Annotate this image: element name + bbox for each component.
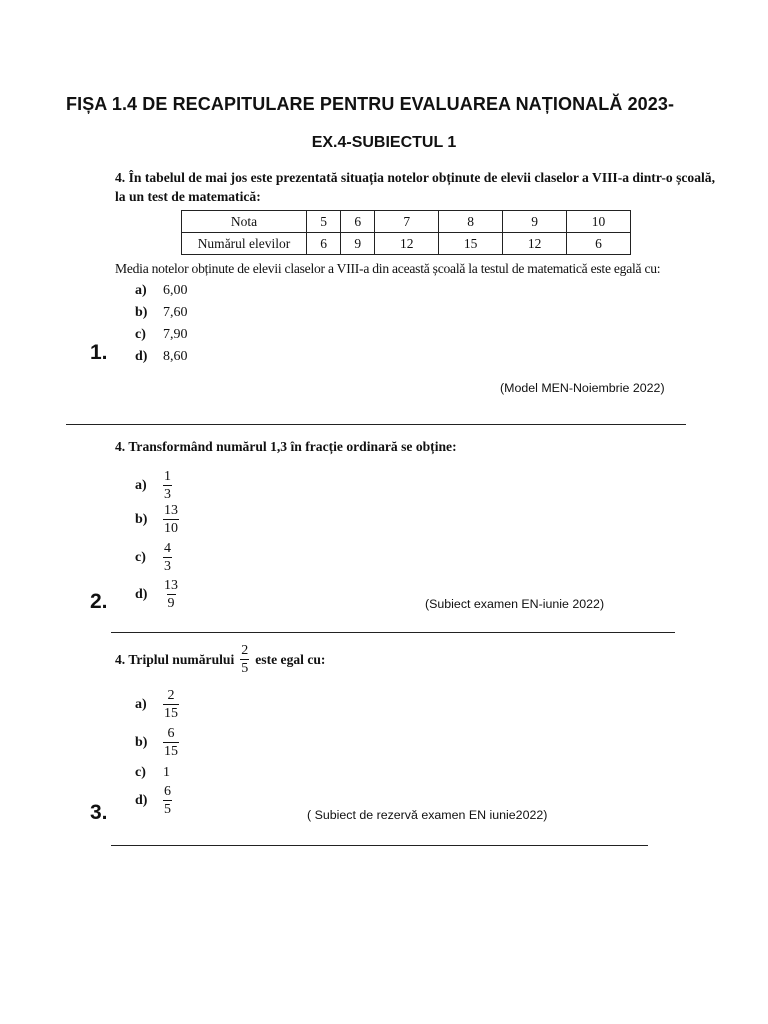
table-cell: 8 bbox=[439, 211, 503, 233]
fraction bbox=[163, 541, 172, 574]
fraction-denominator: 3 bbox=[164, 559, 171, 574]
ex3-statement bbox=[115, 643, 325, 676]
table-cell: 9 bbox=[503, 211, 567, 233]
ex1-option-c bbox=[135, 327, 188, 343]
option-label: a) bbox=[135, 283, 147, 298]
option-value: 6,00 bbox=[163, 283, 188, 298]
option-label: d) bbox=[135, 349, 148, 364]
exercise-number-1: 1. bbox=[90, 341, 108, 364]
separator-line bbox=[111, 845, 648, 846]
table-cell: 9 bbox=[341, 233, 375, 255]
fraction-denominator: 5 bbox=[164, 802, 171, 817]
fraction bbox=[240, 643, 249, 676]
fraction bbox=[163, 688, 179, 721]
table-header-cell: Numărul elevilor bbox=[182, 233, 307, 255]
exercise-number-3: 3. bbox=[90, 801, 108, 824]
option-label: c) bbox=[135, 549, 146, 565]
separator-line bbox=[66, 424, 686, 425]
ex1-option-a bbox=[135, 283, 188, 299]
option-value: 1 bbox=[163, 765, 170, 780]
fraction-numerator: 6 bbox=[167, 726, 175, 741]
option-label: d) bbox=[135, 792, 148, 808]
ex1-option-d bbox=[135, 349, 188, 365]
table-cell: 7 bbox=[375, 211, 439, 233]
ex2-statement: 4. Transformând numărul 1,3 în fracție ordinară se obține: bbox=[115, 439, 457, 454]
page-title: FIȘA 1.4 DE RECAPITULARE PENTRU EVALUAREA NAȚIONALĂ 2023- bbox=[66, 94, 675, 114]
table-cell: 6 bbox=[341, 211, 375, 233]
page-subtitle: EX.4-SUBIECTUL 1 bbox=[311, 134, 457, 151]
table-cell: 10 bbox=[567, 211, 631, 233]
exercise-number-2: 2. bbox=[90, 590, 108, 613]
ex1-source: (Model MEN-Noiembrie 2022) bbox=[500, 381, 665, 395]
ex1-statement-line2: la un test de matematică: bbox=[115, 189, 261, 204]
ex2-option-c bbox=[135, 541, 172, 574]
option-value: 7,90 bbox=[163, 327, 188, 342]
fraction bbox=[163, 578, 179, 611]
fraction-numerator: 2 bbox=[241, 643, 249, 658]
fraction-denominator: 3 bbox=[164, 487, 171, 502]
fraction-denominator: 10 bbox=[164, 521, 178, 536]
ex1-statement-line1: 4. În tabelul de mai jos este prezentată situația notelor obținute de elevii claselor a VIII-a dintr-o școală, bbox=[115, 170, 715, 185]
option-label: b) bbox=[135, 511, 148, 527]
fraction-numerator: 13 bbox=[164, 578, 178, 593]
ex2-option-a bbox=[135, 469, 172, 502]
table-cell: 12 bbox=[503, 233, 567, 255]
ex3-option-b bbox=[135, 726, 179, 759]
ex2-option-d bbox=[135, 578, 179, 611]
fraction-numerator: 6 bbox=[164, 784, 171, 799]
option-value: 7,60 bbox=[163, 305, 188, 320]
option-label: b) bbox=[135, 734, 148, 750]
option-label: c) bbox=[135, 327, 146, 342]
option-label: c) bbox=[135, 765, 146, 780]
fraction bbox=[163, 784, 172, 817]
table-row-students bbox=[182, 233, 631, 255]
ex2-source: (Subiect examen EN-iunie 2022) bbox=[425, 597, 605, 611]
option-label: a) bbox=[135, 477, 147, 493]
ex3-statement-before: 4. Triplul numărului bbox=[115, 652, 235, 667]
ex3-option-c bbox=[135, 765, 170, 781]
fraction-numerator: 1 bbox=[164, 469, 171, 484]
fraction bbox=[163, 469, 172, 502]
fraction bbox=[163, 503, 179, 536]
separator-line bbox=[111, 632, 675, 633]
table-cell: 12 bbox=[375, 233, 439, 255]
fraction-numerator: 4 bbox=[164, 541, 171, 556]
option-label: a) bbox=[135, 696, 147, 712]
ex3-option-d bbox=[135, 784, 172, 817]
fraction bbox=[163, 726, 179, 759]
fraction-denominator: 15 bbox=[164, 744, 178, 759]
table-cell: 6 bbox=[567, 233, 631, 255]
ex3-source: ( Subiect de rezervă examen EN iunie2022) bbox=[307, 808, 548, 822]
fraction-denominator: 9 bbox=[167, 596, 175, 611]
option-value: 8,60 bbox=[163, 349, 188, 364]
ex1-statement bbox=[115, 168, 715, 206]
ex3-option-a bbox=[135, 688, 179, 721]
option-label: b) bbox=[135, 305, 148, 320]
grades-table bbox=[181, 210, 631, 255]
fraction-numerator: 13 bbox=[164, 503, 178, 518]
ex3-statement-after: este egal cu: bbox=[255, 652, 326, 667]
table-header-cell: Nota bbox=[182, 211, 307, 233]
option-label: d) bbox=[135, 586, 148, 602]
table-cell: 6 bbox=[307, 233, 341, 255]
ex2-option-b bbox=[135, 503, 179, 536]
fraction-denominator: 15 bbox=[164, 706, 178, 721]
table-row-grade bbox=[182, 211, 631, 233]
table-cell: 5 bbox=[307, 211, 341, 233]
table-cell: 15 bbox=[439, 233, 503, 255]
fraction-numerator: 2 bbox=[167, 688, 175, 703]
ex1-question: Media notelor obținute de elevii claselor a VIII-a din această școală la testul de matematică este egală cu: bbox=[115, 261, 661, 276]
ex1-option-b bbox=[135, 305, 188, 321]
fraction-denominator: 5 bbox=[241, 661, 249, 676]
